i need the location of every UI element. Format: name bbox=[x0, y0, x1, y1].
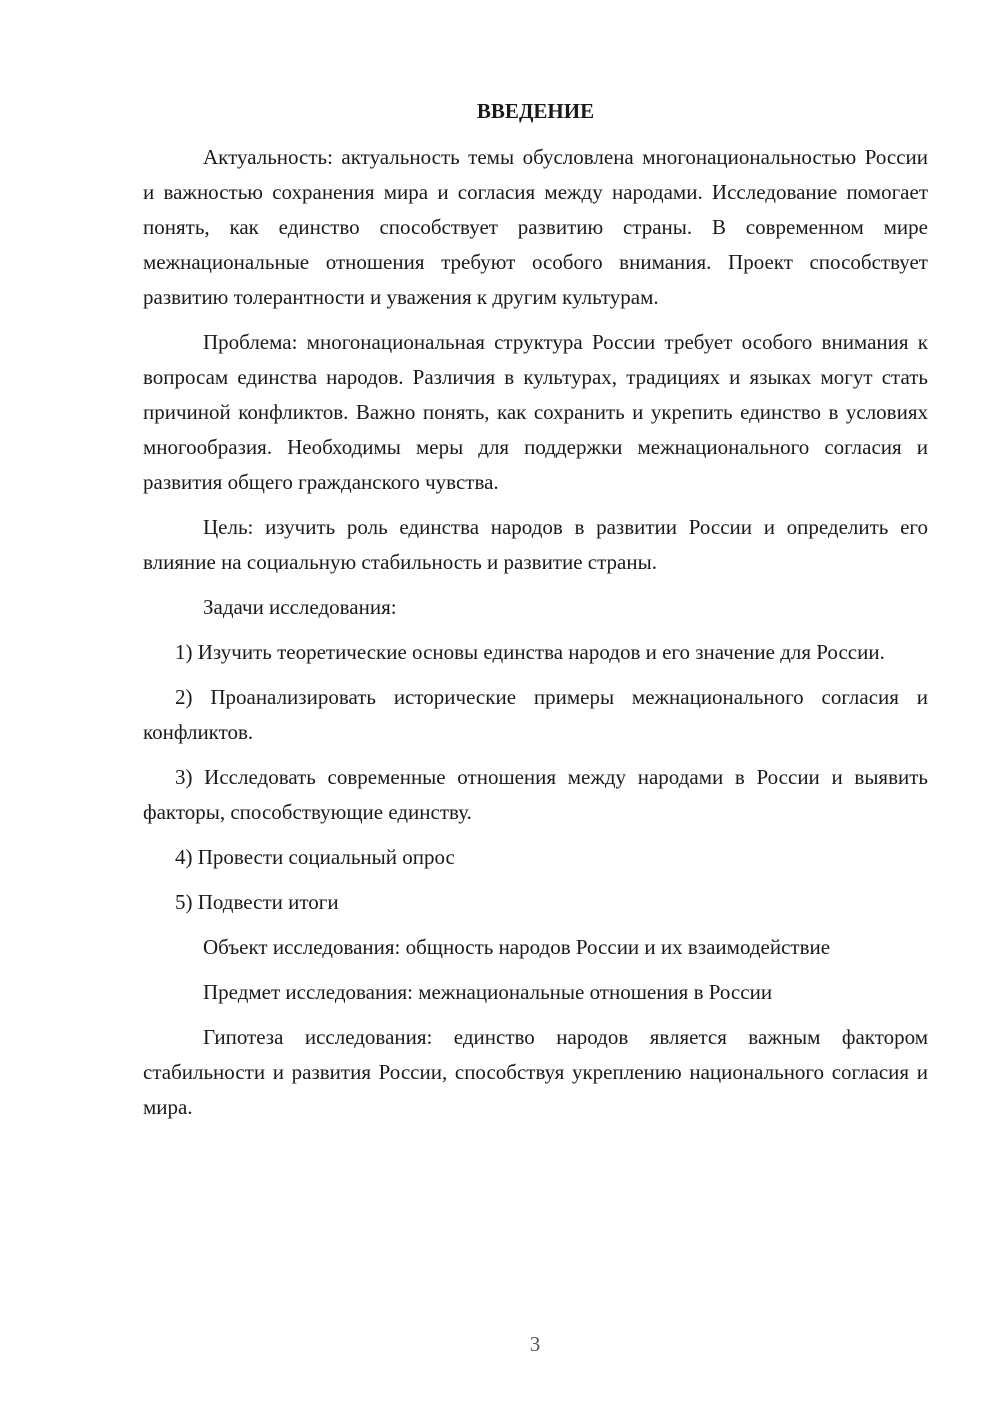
tasks-heading: Задачи исследования: bbox=[203, 595, 397, 619]
task-item-3: 3) Исследовать современные отношения между народами в России и выявить факторы, способствующие единству. bbox=[143, 765, 928, 824]
hypothesis-paragraph: Гипотеза исследования: единство народов является важным фактором стабильности и развития России, способствуя укреплению национального согласия и мира. bbox=[143, 1025, 928, 1119]
task-item-4: 4) Провести социальный опрос bbox=[175, 845, 455, 869]
section-title: ВВЕДЕНИЕ bbox=[476, 99, 595, 123]
task-item-5: 5) Подвести итоги bbox=[175, 890, 339, 914]
relevance-paragraph: Актуальность: актуальность темы обусловлена многонациональностью России и важностью сохранения мира и согласия между народами. Исследование помогает понять, как единство способствует развитию страны. В современном мире межнациональные отношения требуют особого внимания. Проект способствует развитию толерантности и уважения к другим культурам. bbox=[143, 145, 928, 309]
subject-paragraph: Предмет исследования: межнациональные отношения в России bbox=[203, 980, 773, 1004]
task-item-2: 2) Проанализировать исторические примеры межнационального согласия и конфликтов. bbox=[143, 685, 928, 744]
goal-paragraph: Цель: изучить роль единства народов в развитии России и определить его влияние на социальную стабильность и развитие страны. bbox=[143, 515, 928, 574]
page-number: 3 bbox=[529, 1332, 541, 1356]
task-item-1: 1) Изучить теоретические основы единства народов и его значение для России. bbox=[175, 640, 885, 664]
object-paragraph: Объект исследования: общность народов России и их взаимодействие bbox=[203, 935, 831, 959]
problem-paragraph: Проблема: многонациональная структура России требует особого внимания к вопросам единства народов. Различия в культурах, традициях и языках могут стать причиной конфликтов. Важно понять, как сохранить и укрепить единство в условиях многообразия. Необходимы меры для поддержки межнационального согласия и развития общего гражданского чувства. bbox=[143, 330, 928, 494]
document-page bbox=[143, 94, 928, 1135]
